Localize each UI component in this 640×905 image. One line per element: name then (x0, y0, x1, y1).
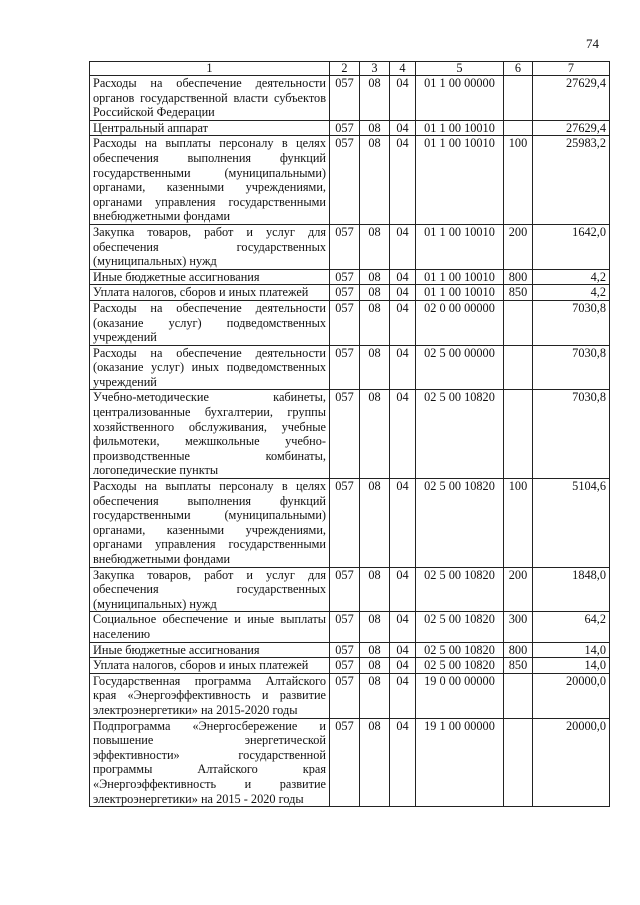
budget-table (89, 61, 610, 807)
row-section: 08 (360, 673, 390, 718)
row-target-article: 02 5 00 10820 (416, 479, 504, 568)
row-section: 08 (360, 658, 390, 674)
row-ministry-code: 057 (330, 718, 360, 807)
row-amount: 5104,6 (533, 479, 610, 568)
row-expense-type (504, 120, 533, 136)
row-expense-type: 200 (504, 567, 533, 612)
table-row (90, 345, 610, 390)
row-amount: 27629,4 (533, 120, 610, 136)
row-amount: 14,0 (533, 658, 610, 674)
row-section: 08 (360, 224, 390, 269)
table-row (90, 136, 610, 225)
row-expense-type: 200 (504, 224, 533, 269)
row-section: 08 (360, 718, 390, 807)
header-row (90, 62, 610, 76)
row-name: Расходы на обеспечение деятельности (оказание услуг) иных подведомственных учреждений (90, 345, 330, 390)
row-expense-type (504, 300, 533, 345)
row-expense-type (504, 345, 533, 390)
row-amount: 4,2 (533, 269, 610, 285)
row-name: Расходы на выплаты персоналу в целях обеспечения выполнения функций государственными (муниципальными) органами, казенными учреждениями, органами управления государственными внебюджетными фондами (90, 479, 330, 568)
row-ministry-code: 057 (330, 224, 360, 269)
row-subsection: 04 (390, 224, 416, 269)
table-row (90, 76, 610, 121)
row-name: Социальное обеспечение и иные выплаты населению (90, 612, 330, 642)
row-ministry-code: 057 (330, 390, 360, 479)
row-amount: 14,0 (533, 642, 610, 658)
row-name: Закупка товаров, работ и услуг для обеспечения государственных (муниципальных) нужд (90, 567, 330, 612)
row-amount: 7030,8 (533, 345, 610, 390)
row-target-article: 01 1 00 10010 (416, 120, 504, 136)
row-target-article: 02 5 00 10820 (416, 658, 504, 674)
row-amount: 25983,2 (533, 136, 610, 225)
row-target-article: 02 5 00 10820 (416, 642, 504, 658)
column-header: 7 (533, 62, 610, 76)
row-ministry-code: 057 (330, 269, 360, 285)
row-ministry-code: 057 (330, 120, 360, 136)
row-amount: 1642,0 (533, 224, 610, 269)
row-subsection: 04 (390, 658, 416, 674)
row-target-article: 01 1 00 00000 (416, 76, 504, 121)
table-row (90, 390, 610, 479)
column-header: 6 (504, 62, 533, 76)
row-expense-type: 100 (504, 479, 533, 568)
row-ministry-code: 057 (330, 76, 360, 121)
row-target-article: 01 1 00 10010 (416, 269, 504, 285)
row-section: 08 (360, 120, 390, 136)
row-name: Учебно-методические кабинеты, централизованные бухгалтерии, группы хозяйственного обслуживания, учебные фильмотеки, межшкольные учебно-производственные комбинаты, логопедические пункты (90, 390, 330, 479)
table-row (90, 269, 610, 285)
row-ministry-code: 057 (330, 345, 360, 390)
row-target-article: 01 1 00 10010 (416, 136, 504, 225)
row-amount: 4,2 (533, 285, 610, 301)
table-row (90, 642, 610, 658)
row-target-article: 02 5 00 00000 (416, 345, 504, 390)
row-section: 08 (360, 300, 390, 345)
row-amount: 64,2 (533, 612, 610, 642)
row-amount: 1848,0 (533, 567, 610, 612)
row-subsection: 04 (390, 76, 416, 121)
row-ministry-code: 057 (330, 479, 360, 568)
row-section: 08 (360, 345, 390, 390)
row-name: Иные бюджетные ассигнования (90, 642, 330, 658)
row-section: 08 (360, 136, 390, 225)
table-row (90, 673, 610, 718)
row-target-article: 02 5 00 10820 (416, 567, 504, 612)
row-expense-type (504, 390, 533, 479)
row-subsection: 04 (390, 390, 416, 479)
row-subsection: 04 (390, 136, 416, 225)
row-subsection: 04 (390, 567, 416, 612)
row-ministry-code: 057 (330, 658, 360, 674)
row-amount: 20000,0 (533, 718, 610, 807)
row-subsection: 04 (390, 642, 416, 658)
row-expense-type: 300 (504, 612, 533, 642)
row-section: 08 (360, 567, 390, 612)
row-expense-type (504, 718, 533, 807)
row-section: 08 (360, 76, 390, 121)
row-section: 08 (360, 479, 390, 568)
row-section: 08 (360, 390, 390, 479)
row-ministry-code: 057 (330, 567, 360, 612)
row-expense-type (504, 76, 533, 121)
row-ministry-code: 057 (330, 136, 360, 225)
row-subsection: 04 (390, 673, 416, 718)
row-section: 08 (360, 612, 390, 642)
column-header: 5 (416, 62, 504, 76)
row-subsection: 04 (390, 269, 416, 285)
table-row (90, 285, 610, 301)
row-name: Расходы на обеспечение деятельности (оказание услуг) подведомственных учреждений (90, 300, 330, 345)
row-name: Расходы на выплаты персоналу в целях обеспечения выполнения функций государственными (муниципальными) органами, казенными учреждениями, органами управления государственными внебюджетными фондами (90, 136, 330, 225)
row-target-article: 01 1 00 10010 (416, 285, 504, 301)
row-expense-type (504, 673, 533, 718)
row-amount: 7030,8 (533, 300, 610, 345)
row-name: Уплата налогов, сборов и иных платежей (90, 285, 330, 301)
table-row (90, 120, 610, 136)
row-ministry-code: 057 (330, 300, 360, 345)
row-target-article: 19 1 00 00000 (416, 718, 504, 807)
row-amount: 20000,0 (533, 673, 610, 718)
table-row (90, 612, 610, 642)
row-expense-type: 100 (504, 136, 533, 225)
row-section: 08 (360, 642, 390, 658)
row-name: Подпрограмма «Энергосбережение и повышение энергетической эффективности» государственной программы Алтайского края «Энергоэффективность и развитие электроэнергетики» на 2015 - 2020 годы (90, 718, 330, 807)
row-name: Государственная программа Алтайского края «Энергоэффективность и развитие электроэнергетики» на 2015-2020 годы (90, 673, 330, 718)
row-target-article: 01 1 00 10010 (416, 224, 504, 269)
column-header: 4 (390, 62, 416, 76)
table-row (90, 300, 610, 345)
row-amount: 7030,8 (533, 390, 610, 479)
row-subsection: 04 (390, 285, 416, 301)
row-name: Центральный аппарат (90, 120, 330, 136)
row-ministry-code: 057 (330, 285, 360, 301)
row-section: 08 (360, 269, 390, 285)
row-amount: 27629,4 (533, 76, 610, 121)
column-header: 1 (90, 62, 330, 76)
page-number: 74 (586, 36, 599, 51)
row-target-article: 02 5 00 10820 (416, 390, 504, 479)
row-expense-type: 800 (504, 269, 533, 285)
row-subsection: 04 (390, 120, 416, 136)
row-name: Уплата налогов, сборов и иных платежей (90, 658, 330, 674)
row-section: 08 (360, 285, 390, 301)
row-subsection: 04 (390, 612, 416, 642)
column-header: 3 (360, 62, 390, 76)
row-expense-type: 800 (504, 642, 533, 658)
row-subsection: 04 (390, 479, 416, 568)
row-name: Закупка товаров, работ и услуг для обеспечения государственных (муниципальных) нужд (90, 224, 330, 269)
row-subsection: 04 (390, 718, 416, 807)
row-name: Иные бюджетные ассигнования (90, 269, 330, 285)
row-ministry-code: 057 (330, 673, 360, 718)
row-ministry-code: 057 (330, 642, 360, 658)
table-row (90, 224, 610, 269)
table-row (90, 658, 610, 674)
row-target-article: 02 5 00 10820 (416, 612, 504, 642)
row-subsection: 04 (390, 345, 416, 390)
row-expense-type: 850 (504, 285, 533, 301)
row-subsection: 04 (390, 300, 416, 345)
table-row (90, 479, 610, 568)
row-expense-type: 850 (504, 658, 533, 674)
table-row (90, 567, 610, 612)
row-name: Расходы на обеспечение деятельности органов государственной власти субъектов Российской Федерации (90, 76, 330, 121)
row-ministry-code: 057 (330, 612, 360, 642)
row-target-article: 02 0 00 00000 (416, 300, 504, 345)
column-header: 2 (330, 62, 360, 76)
table-row (90, 718, 610, 807)
row-target-article: 19 0 00 00000 (416, 673, 504, 718)
